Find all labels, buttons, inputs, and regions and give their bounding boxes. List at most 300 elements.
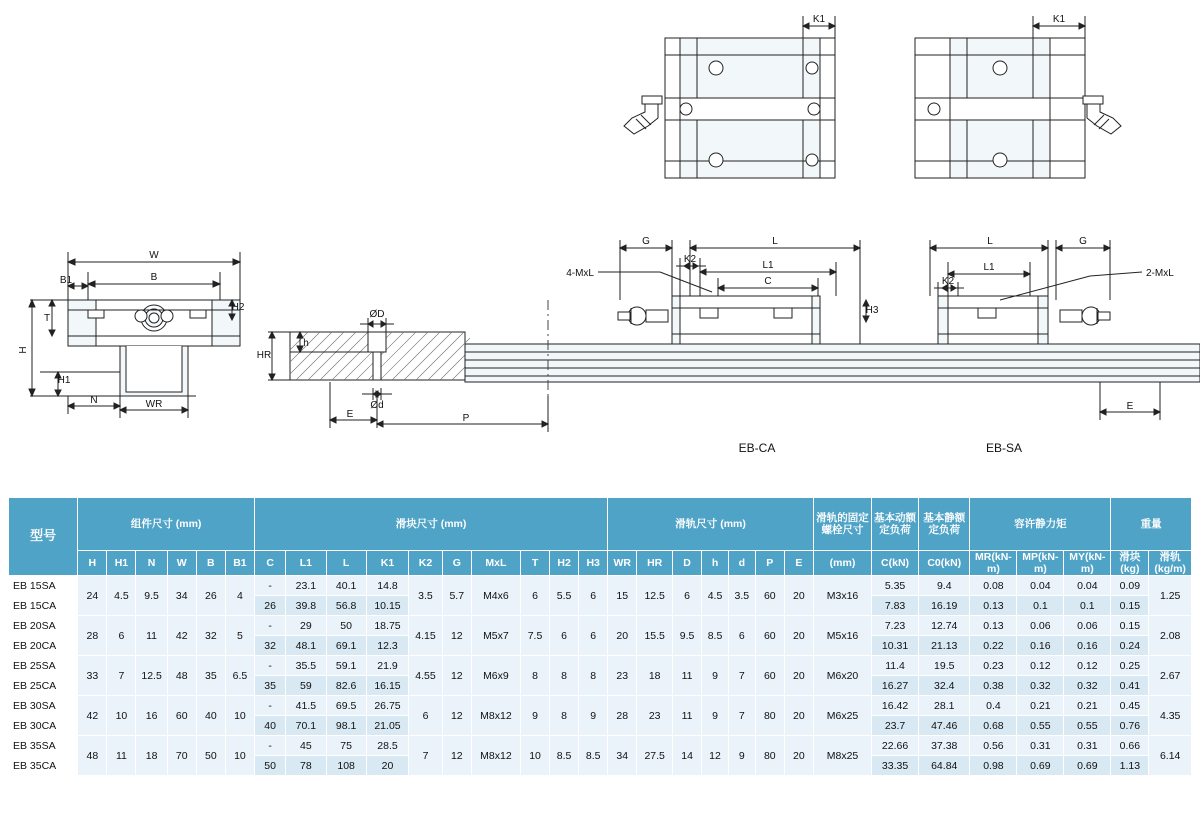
label-k1-top-left: K1 [812, 14, 826, 25]
header-MR: MR(kN-m) [970, 551, 1017, 576]
cell-MP: 0.12 [1017, 656, 1064, 676]
table-row [9, 616, 1192, 636]
cell-L: 59.1 [326, 656, 366, 676]
cell-G: 5.7 [442, 576, 471, 616]
cell-MY: 0.04 [1064, 576, 1111, 596]
cell-MY: 0.12 [1064, 656, 1111, 676]
cell-K1: 10.15 [366, 596, 408, 616]
cell-MP: 0.06 [1017, 616, 1064, 636]
cell-MP: 0.55 [1017, 716, 1064, 736]
cell-B1: 10 [225, 736, 254, 776]
cell-P: 60 [755, 656, 784, 696]
cell-C-kN: 33.35 [872, 756, 919, 776]
label-4-mxl: 4-MxL [566, 268, 594, 279]
header-H: H [78, 551, 107, 576]
cell-h: 8.5 [702, 616, 729, 656]
header-weight-block: 滑块(kg) [1111, 551, 1149, 576]
cell-W: 48 [167, 656, 196, 696]
header-N: N [136, 551, 167, 576]
header-bolt-mm: (mm) [813, 551, 871, 576]
caption-eb-sa: EB-SA [985, 441, 1023, 455]
cell-G: 12 [442, 656, 471, 696]
header-group-bolt: 滑轨的固定螺栓尺寸 [813, 498, 871, 551]
header-B: B [196, 551, 225, 576]
cell-B1: 5 [225, 616, 254, 656]
label-l1-ca: L1 [762, 260, 774, 271]
cell-C0-kN: 28.1 [919, 696, 970, 716]
label-h3-ca: H3 [865, 305, 879, 316]
header-group-static-moment: 容许静力矩 [970, 498, 1111, 551]
cell-H: 24 [78, 576, 107, 616]
cell-MR: 0.56 [970, 736, 1017, 756]
cell-model: EB 35CA [9, 756, 78, 776]
cell-T: 10 [521, 736, 550, 776]
header-B1: B1 [225, 551, 254, 576]
header-group-assembly: 组件尺寸 (mm) [78, 498, 255, 551]
header-K2: K2 [409, 551, 443, 576]
cell-h: 4.5 [702, 576, 729, 616]
cell-HR: 27.5 [637, 736, 673, 776]
cell-MY: 0.16 [1064, 636, 1111, 656]
cell-C-kN: 5.35 [872, 576, 919, 596]
cell-C: 32 [254, 636, 285, 656]
cell-L1: 78 [286, 756, 326, 776]
cross-section-view [18, 250, 245, 418]
cell-weight-block: 0.45 [1111, 696, 1149, 716]
top-view-sa [915, 14, 1121, 178]
cell-C-kN: 10.31 [872, 636, 919, 656]
cell-E: 20 [784, 656, 813, 696]
header-E: E [784, 551, 813, 576]
header-C0-kN: C0(kN) [919, 551, 970, 576]
cell-C: - [254, 616, 285, 636]
cell-MxL: M8x12 [471, 696, 520, 736]
cell-MY: 0.1 [1064, 596, 1111, 616]
label-b1: B1 [59, 275, 73, 286]
cell-G: 12 [442, 696, 471, 736]
cell-HR: 12.5 [637, 576, 673, 616]
cell-L: 108 [326, 756, 366, 776]
label-w: W [149, 250, 159, 261]
cell-W: 70 [167, 736, 196, 776]
cell-D: 11 [673, 656, 702, 696]
cell-C-kN: 7.23 [872, 616, 919, 636]
label-l1-sa: L1 [983, 262, 995, 273]
cell-MP: 0.31 [1017, 736, 1064, 756]
label-small-h: h [303, 338, 309, 349]
cell-model: EB 30CA [9, 716, 78, 736]
cell-H1: 11 [107, 736, 136, 776]
label-c: C [764, 276, 772, 287]
label-l-ca: L [772, 236, 778, 247]
cell-K1: 12.3 [366, 636, 408, 656]
cell-L1: 35.5 [286, 656, 326, 676]
cell-C-kN: 22.66 [872, 736, 919, 756]
cell-MR: 0.68 [970, 716, 1017, 736]
cell-MY: 0.06 [1064, 616, 1111, 636]
header-MP: MP(kN-m) [1017, 551, 1064, 576]
header-L1: L1 [286, 551, 326, 576]
cell-MY: 0.69 [1064, 756, 1111, 776]
cell-HR: 23 [637, 696, 673, 736]
cell-weight-rail: 6.14 [1149, 736, 1192, 776]
header-group-static-load: 基本静额定负荷 [919, 498, 970, 551]
cell-G: 12 [442, 616, 471, 656]
cell-P: 60 [755, 576, 784, 616]
cell-model: EB 20CA [9, 636, 78, 656]
cell-C-kN: 11.4 [872, 656, 919, 676]
cell-D: 11 [673, 696, 702, 736]
cell-T: 8 [521, 656, 550, 696]
cell-C0-kN: 21.13 [919, 636, 970, 656]
cell-L1: 23.1 [286, 576, 326, 596]
cell-MxL: M4x6 [471, 576, 520, 616]
cell-K1: 18.75 [366, 616, 408, 636]
cell-MR: 0.23 [970, 656, 1017, 676]
cell-H1: 6 [107, 616, 136, 656]
header-h: h [702, 551, 729, 576]
label-g-left: G [642, 236, 650, 247]
cell-H2: 8.5 [550, 736, 579, 776]
cell-weight-block: 1.13 [1111, 756, 1149, 776]
header-H2: H2 [550, 551, 579, 576]
cell-E: 20 [784, 696, 813, 736]
cell-MR: 0.08 [970, 576, 1017, 596]
cell-C-kN: 23.7 [872, 716, 919, 736]
cell-H3: 6 [579, 576, 608, 616]
cell-C: - [254, 736, 285, 756]
cell-C0-kN: 19.5 [919, 656, 970, 676]
cell-H: 33 [78, 656, 107, 696]
cell-T: 7.5 [521, 616, 550, 656]
header-D: D [673, 551, 702, 576]
cell-MY: 0.21 [1064, 696, 1111, 716]
cell-W: 42 [167, 616, 196, 656]
cell-H3: 6 [579, 616, 608, 656]
cell-C: 35 [254, 676, 285, 696]
cell-H1: 10 [107, 696, 136, 736]
table-header-groups [9, 498, 1192, 551]
cell-weight-block: 0.25 [1111, 656, 1149, 676]
table-row [9, 696, 1192, 716]
cell-weight-rail: 2.08 [1149, 616, 1192, 656]
cell-K1: 26.75 [366, 696, 408, 716]
cell-H2: 5.5 [550, 576, 579, 616]
cell-MxL: M8x12 [471, 736, 520, 776]
cell-weight-block: 0.66 [1111, 736, 1149, 756]
cell-model: EB 15CA [9, 596, 78, 616]
header-G: G [442, 551, 471, 576]
cell-D: 9.5 [673, 616, 702, 656]
cell-MP: 0.21 [1017, 696, 1064, 716]
cell-C0-kN: 37.38 [919, 736, 970, 756]
cell-C: 50 [254, 756, 285, 776]
cell-weight-rail: 2.67 [1149, 656, 1192, 696]
cell-P: 60 [755, 616, 784, 656]
cell-B1: 10 [225, 696, 254, 736]
label-hr: HR [256, 350, 272, 361]
label-l-sa: L [987, 236, 993, 247]
label-k1-top-right: K1 [1052, 14, 1066, 25]
header-L: L [326, 551, 366, 576]
cell-N: 11 [136, 616, 167, 656]
header-HR: HR [637, 551, 673, 576]
cell-N: 9.5 [136, 576, 167, 616]
cell-L1: 70.1 [286, 716, 326, 736]
header-MY: MY(kN-m) [1064, 551, 1111, 576]
cell-K2: 7 [409, 736, 443, 776]
cell-model: EB 25CA [9, 676, 78, 696]
cell-W: 34 [167, 576, 196, 616]
cell-G: 12 [442, 736, 471, 776]
cell-weight-block: 0.15 [1111, 616, 1149, 636]
label-n: N [90, 395, 98, 406]
cell-MR: 0.98 [970, 756, 1017, 776]
cell-K1: 16.15 [366, 676, 408, 696]
cell-L: 69.5 [326, 696, 366, 716]
header-K1: K1 [366, 551, 408, 576]
cell-L: 75 [326, 736, 366, 756]
cell-WR: 28 [608, 696, 637, 736]
header-W: W [167, 551, 196, 576]
cell-C0-kN: 47.46 [919, 716, 970, 736]
cell-model: EB 15SA [9, 576, 78, 596]
cell-H2: 6 [550, 616, 579, 656]
cell-D: 6 [673, 576, 702, 616]
header-C-kN: C(kN) [872, 551, 919, 576]
cell-C: - [254, 576, 285, 596]
cell-weight-rail: 1.25 [1149, 576, 1192, 616]
cell-L: 98.1 [326, 716, 366, 736]
cell-WR: 34 [608, 736, 637, 776]
cell-E: 20 [784, 576, 813, 616]
cell-WR: 23 [608, 656, 637, 696]
header-weight-rail: 滑轨(kg/m) [1149, 551, 1192, 576]
cell-N: 12.5 [136, 656, 167, 696]
cell-N: 18 [136, 736, 167, 776]
cell-L: 69.1 [326, 636, 366, 656]
label-diameter-d: Ød [370, 400, 384, 411]
cell-h: 9 [702, 696, 729, 736]
cell-C: 26 [254, 596, 285, 616]
cell-H1: 7 [107, 656, 136, 696]
cell-MR: 0.22 [970, 636, 1017, 656]
cell-C-kN: 7.83 [872, 596, 919, 616]
cell-P: 80 [755, 736, 784, 776]
label-h: H [18, 346, 29, 354]
cell-L: 50 [326, 616, 366, 636]
cell-K1: 28.5 [366, 736, 408, 756]
cell-MP: 0.1 [1017, 596, 1064, 616]
header-T: T [521, 551, 550, 576]
cell-B1: 4 [225, 576, 254, 616]
cell-C0-kN: 64.84 [919, 756, 970, 776]
cell-H3: 9 [579, 696, 608, 736]
cell-h: 12 [702, 736, 729, 776]
cell-MP: 0.16 [1017, 636, 1064, 656]
cell-C0-kN: 16.19 [919, 596, 970, 616]
cell-K1: 21.05 [366, 716, 408, 736]
cell-C-kN: 16.27 [872, 676, 919, 696]
label-b: B [150, 272, 158, 283]
cell-bolt: M8x25 [813, 736, 871, 776]
cell-K2: 4.15 [409, 616, 443, 656]
cell-B1: 6.5 [225, 656, 254, 696]
cell-B: 26 [196, 576, 225, 616]
cell-weight-block: 0.24 [1111, 636, 1149, 656]
header-model: 型号 [9, 498, 78, 576]
cell-d: 3.5 [728, 576, 755, 616]
cell-H: 42 [78, 696, 107, 736]
cell-L1: 41.5 [286, 696, 326, 716]
cell-L1: 59 [286, 676, 326, 696]
cell-MP: 0.04 [1017, 576, 1064, 596]
cell-model: EB 35SA [9, 736, 78, 756]
spec-table-wrapper [8, 497, 1192, 776]
label-k2-sa: K2 [941, 276, 955, 287]
cell-K1: 14.8 [366, 576, 408, 596]
cell-C-kN: 16.42 [872, 696, 919, 716]
cell-weight-block: 0.15 [1111, 596, 1149, 616]
label-e-left: E [346, 409, 354, 420]
cell-weight-rail: 4.35 [1149, 696, 1192, 736]
cell-bolt: M6x20 [813, 656, 871, 696]
cell-weight-block: 0.76 [1111, 716, 1149, 736]
header-H1: H1 [107, 551, 136, 576]
cell-MY: 0.55 [1064, 716, 1111, 736]
cell-L1: 48.1 [286, 636, 326, 656]
cell-H: 48 [78, 736, 107, 776]
cell-L: 82.6 [326, 676, 366, 696]
side-view-sa [930, 236, 1174, 420]
cell-MP: 0.32 [1017, 676, 1064, 696]
cell-E: 20 [784, 616, 813, 656]
cell-E: 20 [784, 736, 813, 776]
cell-MxL: M6x9 [471, 656, 520, 696]
header-group-rail: 滑轨尺寸 (mm) [608, 498, 814, 551]
cell-C: - [254, 656, 285, 676]
cell-bolt: M3x16 [813, 576, 871, 616]
cell-B: 40 [196, 696, 225, 736]
cell-MR: 0.13 [970, 596, 1017, 616]
label-t: T [43, 313, 51, 324]
cell-B: 32 [196, 616, 225, 656]
cell-K2: 3.5 [409, 576, 443, 616]
cell-weight-block: 0.09 [1111, 576, 1149, 596]
cell-HR: 15.5 [637, 616, 673, 656]
cell-C: - [254, 696, 285, 716]
cell-h: 9 [702, 656, 729, 696]
cell-WR: 15 [608, 576, 637, 616]
header-group-block: 滑块尺寸 (mm) [254, 498, 607, 551]
cell-K1: 21.9 [366, 656, 408, 676]
cell-MR: 0.38 [970, 676, 1017, 696]
label-wr: WR [145, 399, 163, 410]
cell-W: 60 [167, 696, 196, 736]
header-MxL: MxL [471, 551, 520, 576]
cell-B: 35 [196, 656, 225, 696]
side-view-ca [566, 236, 879, 344]
table-row [9, 576, 1192, 596]
table-row [9, 736, 1192, 756]
cell-T: 9 [521, 696, 550, 736]
cell-WR: 20 [608, 616, 637, 656]
header-H3: H3 [579, 551, 608, 576]
cell-P: 80 [755, 696, 784, 736]
label-g-right: G [1079, 236, 1087, 247]
cell-D: 14 [673, 736, 702, 776]
cell-T: 6 [521, 576, 550, 616]
cell-MxL: M5x7 [471, 616, 520, 656]
label-e-right: E [1126, 401, 1134, 412]
cell-bolt: M5x16 [813, 616, 871, 656]
cell-L: 56.8 [326, 596, 366, 616]
cell-model: EB 20SA [9, 616, 78, 636]
cell-N: 16 [136, 696, 167, 736]
cell-d: 6 [728, 616, 755, 656]
header-P: P [755, 551, 784, 576]
cell-model: EB 30SA [9, 696, 78, 716]
cell-L: 40.1 [326, 576, 366, 596]
header-d: d [728, 551, 755, 576]
cell-MP: 0.69 [1017, 756, 1064, 776]
cell-bolt: M6x25 [813, 696, 871, 736]
cell-H2: 8 [550, 696, 579, 736]
table-row [9, 656, 1192, 676]
cell-C0-kN: 9.4 [919, 576, 970, 596]
cell-H3: 8.5 [579, 736, 608, 776]
header-WR: WR [608, 551, 637, 576]
cell-B: 50 [196, 736, 225, 776]
cell-L1: 29 [286, 616, 326, 636]
top-view-ca [624, 14, 835, 178]
label-p: P [462, 413, 470, 424]
cell-d: 9 [728, 736, 755, 776]
cell-K2: 6 [409, 696, 443, 736]
cell-MY: 0.32 [1064, 676, 1111, 696]
cell-K1: 20 [366, 756, 408, 776]
cell-H3: 8 [579, 656, 608, 696]
cell-MY: 0.31 [1064, 736, 1111, 756]
cell-C0-kN: 12.74 [919, 616, 970, 636]
label-diameter-D: ØD [369, 309, 385, 320]
label-h1: H1 [57, 375, 71, 386]
cell-L1: 45 [286, 736, 326, 756]
header-group-weight: 重量 [1111, 498, 1192, 551]
cell-HR: 18 [637, 656, 673, 696]
cell-weight-block: 0.41 [1111, 676, 1149, 696]
header-C: C [254, 551, 285, 576]
header-group-dynamic-load: 基本动额定负荷 [872, 498, 919, 551]
label-k2-ca: K2 [683, 254, 697, 265]
label-h2: H2 [231, 302, 245, 313]
cell-C0-kN: 32.4 [919, 676, 970, 696]
cell-K2: 4.55 [409, 656, 443, 696]
table-header-sub [9, 551, 1192, 576]
cell-H: 28 [78, 616, 107, 656]
cell-model: EB 25SA [9, 656, 78, 676]
spec-table [8, 497, 1192, 776]
cell-L1: 39.8 [286, 596, 326, 616]
cell-C: 40 [254, 716, 285, 736]
caption-eb-ca: EB-CA [738, 441, 776, 455]
cell-H2: 8 [550, 656, 579, 696]
cell-MR: 0.4 [970, 696, 1017, 716]
cell-H1: 4.5 [107, 576, 136, 616]
label-2-mxl: 2-MxL [1146, 268, 1174, 279]
cell-d: 7 [728, 696, 755, 736]
cell-MR: 0.13 [970, 616, 1017, 636]
